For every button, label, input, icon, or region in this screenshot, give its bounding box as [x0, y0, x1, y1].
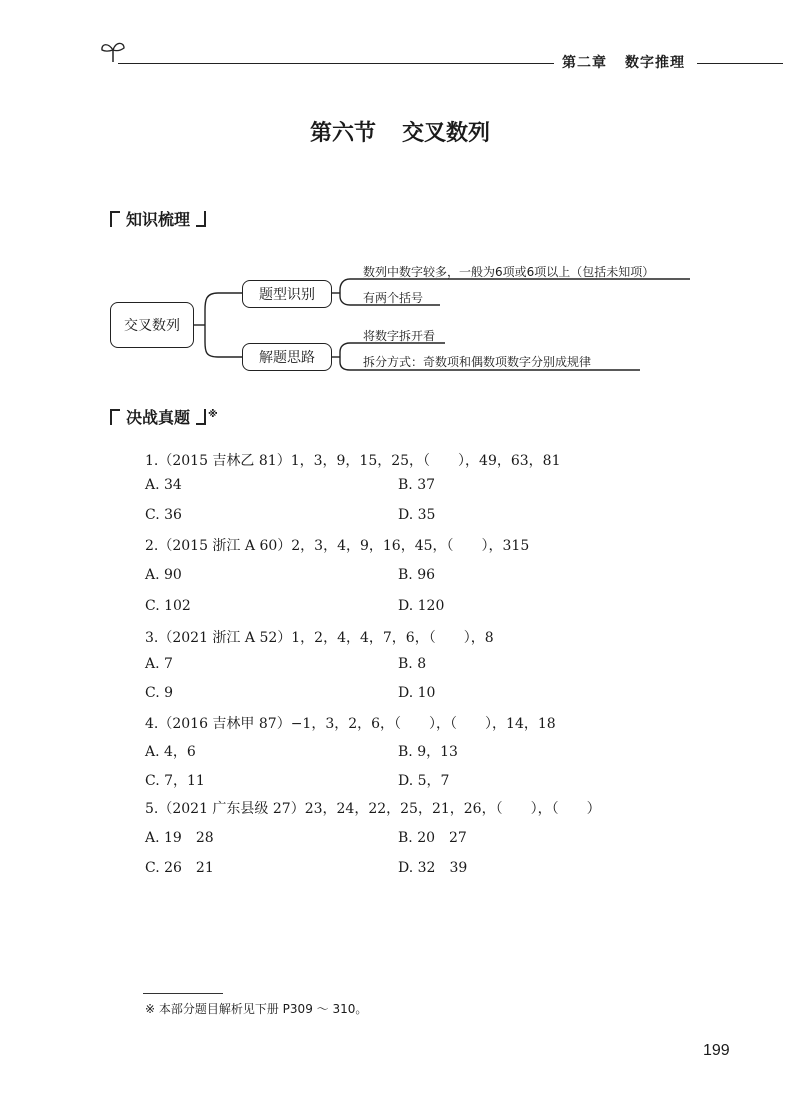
option-d: D. 10 [398, 685, 436, 701]
option-b: B. 37 [398, 477, 436, 493]
option-b: B. 20 27 [398, 830, 467, 846]
knowledge-heading-text: 知识梳理 [126, 210, 191, 229]
mindmap-note: 有两个括号 [363, 291, 424, 305]
section-number: 第六节 [309, 121, 376, 146]
option-b: B. 96 [398, 567, 436, 583]
practice-heading-text: 决战真题 [126, 408, 191, 427]
question-stem: 4.（2016 吉林甲 87）−1，3，2，6，（ ），（ ），14，18 [145, 716, 556, 732]
mindmap-note: 数列中数字较多，一般为6项或6项以上（包括未知项） [363, 265, 655, 279]
option-c: C. 26 21 [145, 860, 214, 876]
page-number: 199 [703, 1042, 730, 1059]
footnote-marker: ※ [208, 408, 218, 420]
option-c: C. 36 [145, 507, 182, 523]
question-stem: 2.（2015 浙江 A 60）2，3，4，9，16，45，（ ），315 [145, 538, 530, 554]
option-a: A. 4，6 [145, 744, 196, 760]
chapter-label: 第二章 [562, 55, 607, 71]
option-a: A. 90 [145, 567, 182, 583]
mindmap-root: 交叉数列 [110, 302, 194, 348]
chapter-topic: 数字推理 [625, 55, 685, 71]
option-a: A. 19 28 [145, 830, 214, 846]
option-c: C. 7，11 [145, 773, 205, 789]
option-a: A. 7 [145, 656, 173, 672]
mindmap-note: 拆分方式：奇数项和偶数项数字分别成规律 [363, 355, 592, 369]
practice-heading [110, 405, 218, 428]
option-d: D. 5，7 [398, 773, 450, 789]
question-stem: 3.（2021 浙江 A 52）1，2，4，4，7，6，（ ），8 [145, 630, 494, 646]
option-b: B. 9，13 [398, 744, 458, 760]
question-stem: 1.（2015 吉林乙 81）1，3，9，15，25，（ ），49，63，81 [145, 453, 561, 469]
option-a: A. 34 [145, 477, 182, 493]
section-title: 交叉数列 [402, 121, 491, 146]
mindmap-note: 将数字拆开看 [363, 329, 436, 343]
option-d: D. 35 [398, 507, 436, 523]
option-c: C. 9 [145, 685, 174, 701]
footnote: ※ 本部分题目解析见下册 P309 ～ 310。 [145, 1002, 368, 1016]
question-stem: 5.（2021 广东县级 27）23，24，22，25，21，26，（ ），（ ） [145, 801, 601, 817]
option-d: D. 120 [398, 598, 445, 614]
mindmap-branch-approach: 解题思路 [242, 343, 332, 371]
mindmap-branch-identify: 题型识别 [242, 280, 332, 308]
option-b: B. 8 [398, 656, 427, 672]
option-c: C. 102 [145, 598, 191, 614]
option-d: D. 32 39 [398, 860, 468, 876]
footnote-rule [143, 993, 223, 994]
